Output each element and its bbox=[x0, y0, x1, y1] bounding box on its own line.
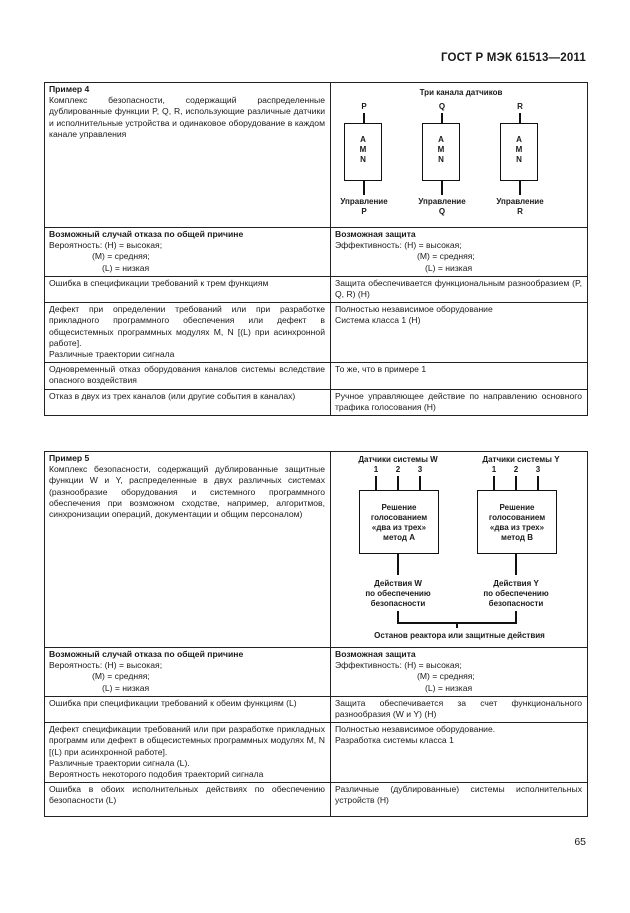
example4-failure-header-cell bbox=[45, 228, 331, 277]
example4-protect-header-cell bbox=[331, 228, 588, 277]
action-w-line1: Действия W bbox=[374, 579, 422, 588]
failure-cell: Ошибка при спецификации требований к обеим функциям (L) bbox=[45, 696, 331, 722]
action-y-line1: Действия Y bbox=[493, 579, 539, 588]
sensor-y-3-line bbox=[537, 476, 539, 490]
failure-cell: Ошибка в спецификации требований к трем функциям bbox=[45, 276, 331, 302]
example4-table bbox=[44, 82, 588, 416]
protection-cell bbox=[331, 723, 588, 783]
voting-y-line1: Решение bbox=[499, 503, 535, 512]
protection-text-2: Разработка системы класса 1 bbox=[335, 735, 454, 746]
effectiveness-low: (L) = низкая bbox=[425, 262, 473, 273]
failure-cell bbox=[45, 303, 331, 363]
voting-w-line3: «два из трех» bbox=[371, 523, 427, 532]
channel-q-n: N bbox=[438, 155, 444, 164]
effectiveness-low: (L) = низкая bbox=[425, 682, 473, 693]
failure-cell: Отказ в двух из трех каналов (или другие события в каналах) bbox=[45, 389, 331, 415]
example4-intro-cell bbox=[45, 83, 331, 228]
protection-header: Возможная защита bbox=[335, 229, 416, 239]
channel-q-in-line bbox=[441, 113, 443, 123]
failure-text-2: Различные траектории сигнала bbox=[49, 349, 175, 360]
example5-protect-header-cell bbox=[331, 648, 588, 697]
page-number: 65 bbox=[574, 836, 586, 848]
example5-intro-row bbox=[45, 452, 588, 648]
protection-cell: Защита обеспечивается за счет функционального разнообразия (W и Y) (H) bbox=[331, 696, 588, 722]
channel-r-in-line bbox=[519, 113, 521, 123]
protection-text: Полностью независимое оборудование. bbox=[335, 724, 496, 735]
action-w-line2: по обеспечению bbox=[365, 589, 431, 598]
example5-description: Комплекс безопасности, содержащий дублированные защитные функции W и Y, распределенные в двух различных системах (разнообразие оборудования и системного программного обеспечения при возможном сходстве, например, алгоритмов, синхронизации операций, документации и общим персоналом) bbox=[49, 464, 325, 520]
voting-y-line3: «два из трех» bbox=[489, 523, 545, 532]
channel-q-label: Q bbox=[438, 102, 446, 111]
shutdown-label: Останов реактора или защитные действия bbox=[374, 631, 545, 640]
failure-text: Дефект спецификации требований или при разработке прикладных программ или дефект в общесистемных программных модулях M, N [(L) при асинхронной работе]. bbox=[49, 724, 325, 757]
protection-text: Полностью независимое оборудование bbox=[335, 304, 493, 315]
channel-r-n: N bbox=[516, 155, 522, 164]
merge-out-line bbox=[456, 622, 458, 628]
failure-header: Возможный случай отказа по общей причине bbox=[49, 649, 244, 659]
action-y-line3: безопасности bbox=[488, 599, 544, 608]
example5-header-row bbox=[45, 648, 588, 697]
probability-medium: (M) = средняя; bbox=[92, 671, 150, 682]
example4-intro-row bbox=[45, 83, 588, 228]
channel-q-m: M bbox=[437, 145, 445, 154]
sensors-w-label: Датчики системы W bbox=[358, 455, 438, 464]
failure-cell: Ошибка в обоих исполнительных действиях по обеспечению безопасности (L) bbox=[45, 783, 331, 817]
channel-p-n: N bbox=[360, 155, 366, 164]
channel-p-box bbox=[344, 123, 382, 181]
voting-y-line4: метод B bbox=[501, 533, 533, 542]
voting-box-y bbox=[477, 490, 557, 554]
channel-p-control: Управление bbox=[340, 197, 388, 206]
action-w-line3: безопасности bbox=[370, 599, 426, 608]
protection-cell: То же, что в примере 1 bbox=[331, 363, 588, 389]
example5-diagram-cell bbox=[331, 452, 588, 648]
table-row bbox=[45, 303, 588, 363]
failure-header: Возможный случай отказа по общей причине bbox=[49, 229, 244, 239]
effectiveness-medium: (M) = средняя; bbox=[417, 671, 475, 682]
probability-high: Вероятность: (H) = высокая; bbox=[49, 240, 163, 251]
channel-r-box bbox=[500, 123, 538, 181]
example5-title: Пример 5 bbox=[49, 453, 90, 463]
voting-w-line1: Решение bbox=[381, 503, 417, 512]
channel-r-a: A bbox=[516, 135, 522, 144]
sensor-w-1: 1 bbox=[373, 465, 379, 474]
table-row bbox=[45, 696, 588, 722]
example4-diagram bbox=[331, 83, 588, 228]
channel-q-out-line bbox=[441, 180, 443, 195]
voting-w-out-line bbox=[397, 553, 399, 575]
channel-q-control-id: Q bbox=[438, 207, 446, 216]
table-row bbox=[45, 363, 588, 389]
example5-diagram bbox=[331, 452, 588, 648]
channel-q-box bbox=[422, 123, 460, 181]
channel-p-m: M bbox=[359, 145, 367, 154]
sensor-y-3: 3 bbox=[535, 465, 541, 474]
failure-text: Дефект при определении требований или при разработке прикладного программного обеспечения или дефект в общесистемных программных модулях M, N [(L) при асинхронной работе]. bbox=[49, 304, 325, 348]
table-row bbox=[45, 723, 588, 783]
channel-p-a: A bbox=[360, 135, 366, 144]
channel-q-a: A bbox=[438, 135, 444, 144]
channel-p-control-id: P bbox=[361, 207, 367, 216]
table-row bbox=[45, 389, 588, 415]
effectiveness-high: Эффективность: (H) = высокая; bbox=[335, 660, 462, 671]
voting-w-line4: метод A bbox=[383, 533, 415, 542]
example4-title: Пример 4 bbox=[49, 84, 90, 94]
sensor-w-2: 2 bbox=[395, 465, 401, 474]
protection-text-2: Система класса 1 (H) bbox=[335, 315, 421, 326]
protection-cell: Защита обеспечивается функциональным разнообразием (P, Q, R) (H) bbox=[331, 276, 588, 302]
sensor-y-2: 2 bbox=[513, 465, 519, 474]
action-y-line2: по обеспечению bbox=[483, 589, 549, 598]
protection-cell: Ручное управляющее действие по направлению основного трафика голосования (H) bbox=[331, 389, 588, 415]
sensor-y-2-line bbox=[515, 476, 517, 490]
sensor-w-1-line bbox=[375, 476, 377, 490]
voting-w-line2: голосованием bbox=[370, 513, 428, 522]
channel-p-in-line bbox=[363, 113, 365, 123]
sensor-y-1-line bbox=[493, 476, 495, 490]
document-header: ГОСТ Р МЭК 61513—2011 bbox=[440, 52, 586, 64]
failure-text-3: Вероятность некоторого подобия траекторий сигнала bbox=[49, 769, 264, 780]
channel-p-out-line bbox=[363, 180, 365, 195]
example5-intro-cell bbox=[45, 452, 331, 648]
table-row bbox=[45, 276, 588, 302]
effectiveness-high: Эффективность: (H) = высокая; bbox=[335, 240, 462, 251]
failure-cell: Одновременный отказ оборудования каналов системы вследствие опасного воздействия bbox=[45, 363, 331, 389]
probability-medium: (M) = средняя; bbox=[92, 251, 150, 262]
sensor-w-3: 3 bbox=[417, 465, 423, 474]
channel-p-label: P bbox=[361, 102, 367, 111]
probability-high: Вероятность: (H) = высокая; bbox=[49, 660, 163, 671]
channel-r-control: Управление bbox=[496, 197, 544, 206]
voting-y-out-line bbox=[515, 553, 517, 575]
sensor-w-2-line bbox=[397, 476, 399, 490]
sensor-y-1: 1 bbox=[491, 465, 497, 474]
example4-description: Комплекс безопасности, содержащий распределенные дублированные функции P, Q, R, использующие различные датчики и исполнительные устройства и одинаковое оборудование в каждом канале управления bbox=[49, 95, 325, 139]
example5-failure-header-cell bbox=[45, 648, 331, 697]
protection-header: Возможная защита bbox=[335, 649, 416, 659]
channel-q-control: Управление bbox=[418, 197, 466, 206]
protection-cell bbox=[331, 303, 588, 363]
sensors-y-label: Датчики системы Y bbox=[482, 455, 560, 464]
diagram4-caption: Три канала датчиков bbox=[419, 88, 503, 97]
probability-low: (L) = низкая bbox=[102, 262, 150, 273]
probability-low: (L) = низкая bbox=[102, 682, 150, 693]
failure-text-2: Различные траектории сигнала (L). bbox=[49, 757, 190, 768]
protection-cell: Различные (дублированные) системы исполнительных устройств (H) bbox=[331, 783, 588, 817]
voting-box-w bbox=[359, 490, 439, 554]
sensor-w-3-line bbox=[419, 476, 421, 490]
channel-r-out-line bbox=[519, 180, 521, 195]
effectiveness-medium: (M) = средняя; bbox=[417, 251, 475, 262]
example5-table bbox=[44, 451, 588, 817]
failure-cell bbox=[45, 723, 331, 783]
example4-header-row bbox=[45, 228, 588, 277]
channel-r-m: M bbox=[515, 145, 523, 154]
channel-r-label: R bbox=[517, 102, 523, 111]
example4-diagram-cell bbox=[331, 83, 588, 228]
voting-y-line2: голосованием bbox=[488, 513, 546, 522]
channel-r-control-id: R bbox=[517, 207, 523, 216]
table-row bbox=[45, 783, 588, 817]
